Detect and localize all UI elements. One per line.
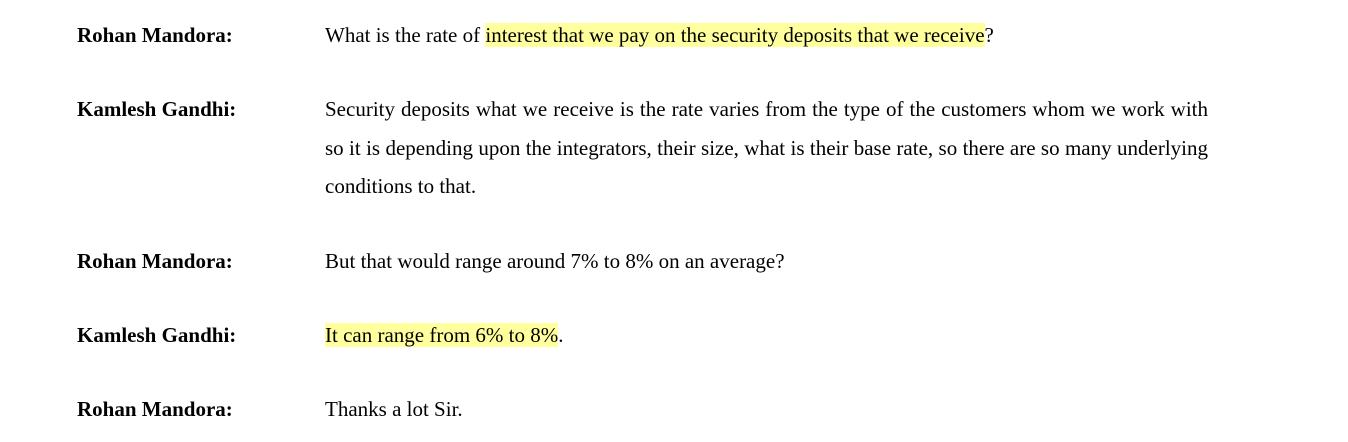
- speech-segment: What is the rate of: [325, 23, 486, 47]
- speech-text: [325, 90, 1208, 206]
- speech-segment: Thanks a lot Sir.: [325, 397, 463, 421]
- speech-segment: ?: [984, 23, 994, 47]
- speech-segment: Security deposits what we receive is the rate varies from the type of the customers whom we work with so it is depending upon the integrators, their size, what is their base rate, so there are so many underlying conditions to that.: [325, 97, 1208, 198]
- highlighted-segment: It can range from 6% to 8%: [325, 323, 559, 347]
- speech-text: [325, 316, 1208, 355]
- speaker-name: Kamlesh Gandhi:: [77, 97, 237, 121]
- speech-text: [325, 242, 1208, 281]
- highlighted-segment: interest that we pay on the security deposits that we receive: [485, 23, 985, 47]
- speaker-name: Rohan Mandora:: [77, 249, 233, 273]
- speaker-name: Kamlesh Gandhi:: [77, 323, 237, 347]
- speech-segment: .: [558, 323, 564, 347]
- speaker-name: Rohan Mandora:: [77, 397, 233, 421]
- speaker-name: Rohan Mandora:: [77, 23, 233, 47]
- speech-text: [325, 390, 1208, 429]
- speech-text: [325, 16, 1208, 55]
- speech-segment: But that would range around 7% to 8% on an average?: [325, 249, 785, 273]
